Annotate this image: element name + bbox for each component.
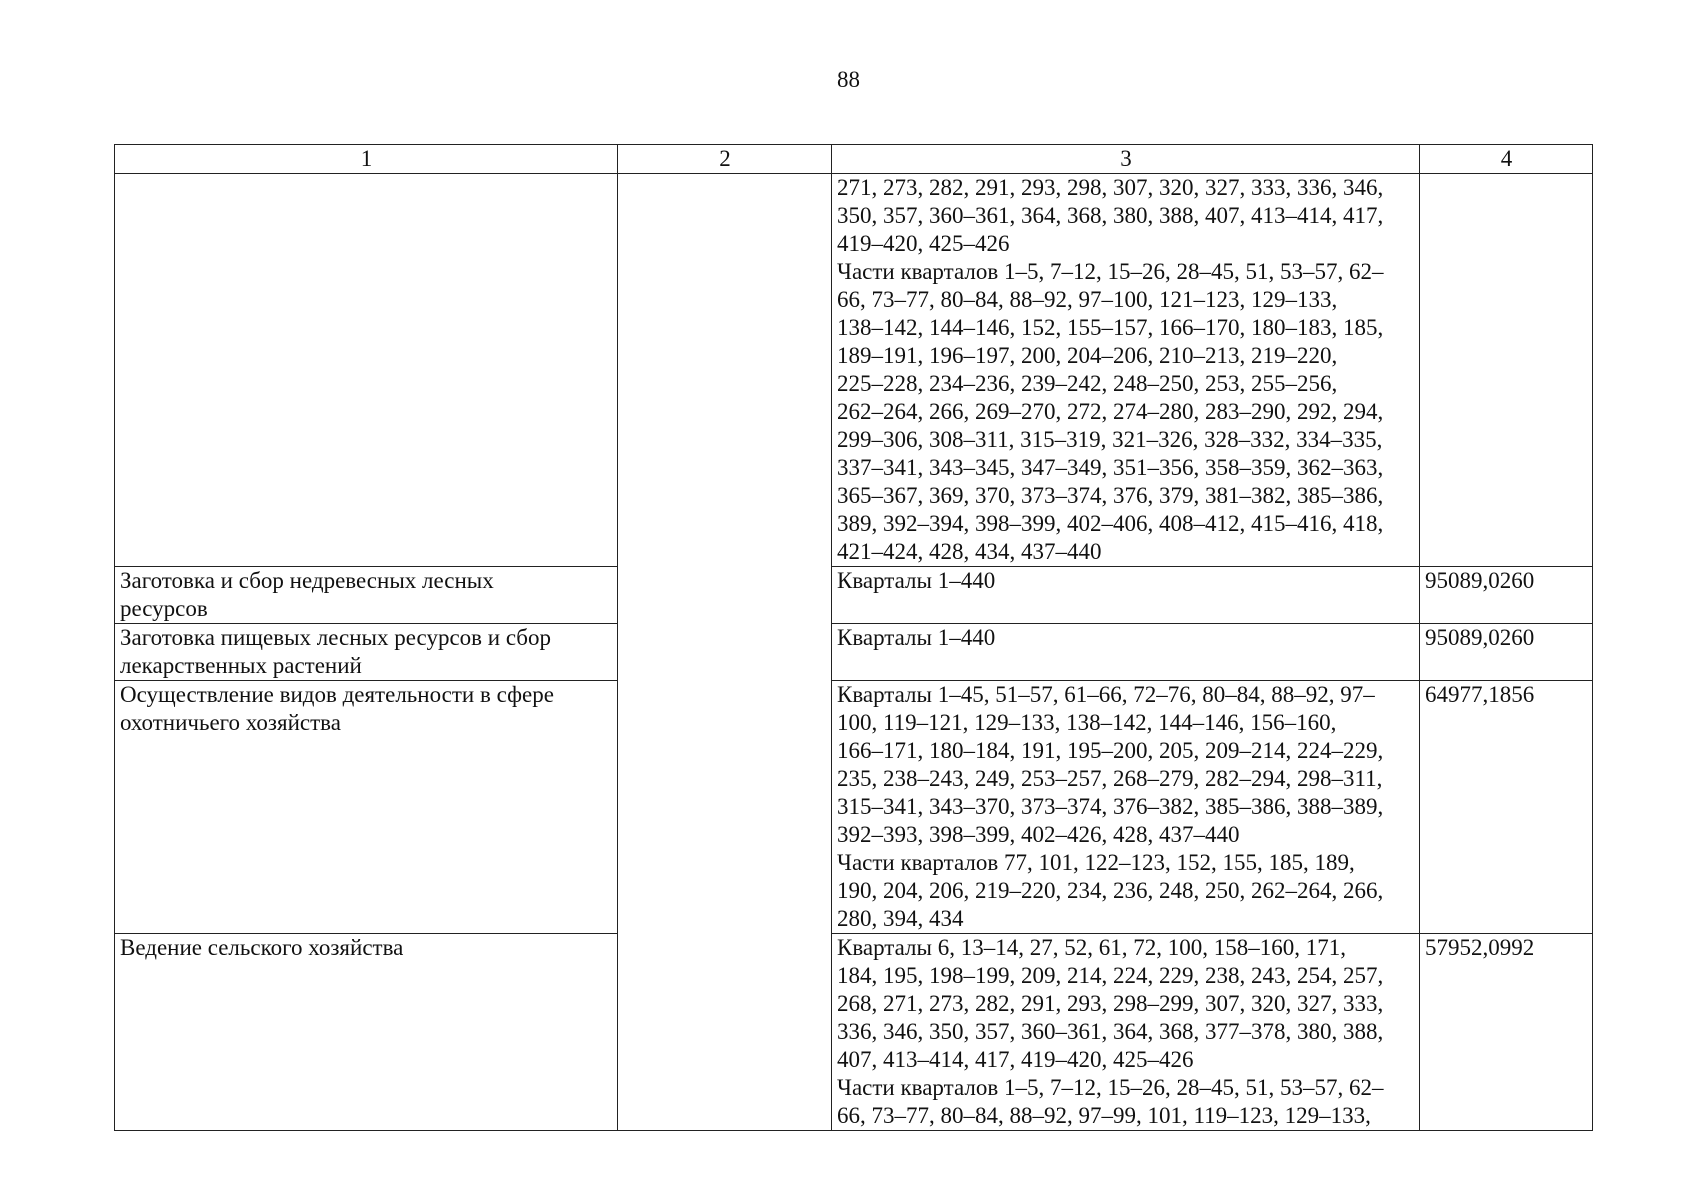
activity-line: Ведение сельского хозяйства bbox=[120, 935, 404, 960]
activity-line: лекарственных растений bbox=[120, 653, 362, 678]
activity-line: ресурсов bbox=[120, 596, 208, 621]
activity-cell bbox=[115, 174, 618, 567]
column-header-1: 1 bbox=[115, 145, 618, 174]
areas-cell bbox=[832, 567, 1420, 624]
activity-cell bbox=[115, 624, 618, 681]
column-2-merged-cell bbox=[618, 174, 832, 1131]
areas-line: Кварталы 1–440 bbox=[837, 568, 996, 593]
areas-line: 392–393, 398–399, 402–426, 428, 437–440 bbox=[837, 822, 1240, 847]
activity-line: охотничьего хозяйства bbox=[120, 710, 341, 735]
areas-line: 268, 271, 273, 282, 291, 293, 298–299, 307, 320, 327, 333, bbox=[837, 991, 1384, 1016]
data-table bbox=[114, 144, 1593, 1131]
areas-line: 337–341, 343–345, 347–349, 351–356, 358–359, 362–363, bbox=[837, 455, 1384, 480]
areas-line: 407, 413–414, 417, 419–420, 425–426 bbox=[837, 1047, 1194, 1072]
value-cell bbox=[1420, 174, 1593, 567]
column-header-3: 3 bbox=[832, 145, 1420, 174]
areas-line: Кварталы 1–45, 51–57, 61–66, 72–76, 80–84, 88–92, 97– bbox=[837, 682, 1375, 707]
areas-line: 299–306, 308–311, 315–319, 321–326, 328–332, 334–335, bbox=[837, 427, 1383, 452]
areas-line: 138–142, 144–146, 152, 155–157, 166–170, 180–183, 185, bbox=[837, 315, 1384, 340]
areas-line: Кварталы 6, 13–14, 27, 52, 61, 72, 100, 158–160, 171, bbox=[837, 935, 1346, 960]
areas-line: 100, 119–121, 129–133, 138–142, 144–146, 156–160, bbox=[837, 710, 1337, 735]
areas-line: 189–191, 196–197, 200, 204–206, 210–213, 219–220, bbox=[837, 343, 1338, 368]
areas-line: 225–228, 234–236, 239–242, 248–250, 253, 255–256, bbox=[837, 371, 1338, 396]
areas-line: 190, 204, 206, 219–220, 234, 236, 248, 250, 262–264, 266, bbox=[837, 878, 1384, 903]
areas-line: 365–367, 369, 370, 373–374, 376, 379, 381–382, 385–386, bbox=[837, 483, 1384, 508]
value-cell: 95089,0260 bbox=[1420, 624, 1593, 681]
activity-cell bbox=[115, 681, 618, 934]
areas-line: 350, 357, 360–361, 364, 368, 380, 388, 407, 413–414, 417, bbox=[837, 203, 1384, 228]
table-row bbox=[115, 934, 1593, 1131]
areas-line: Части кварталов 77, 101, 122–123, 152, 155, 185, 189, bbox=[837, 850, 1355, 875]
areas-line: 280, 394, 434 bbox=[837, 906, 964, 931]
areas-line: 419–420, 425–426 bbox=[837, 231, 1010, 256]
table-row bbox=[115, 567, 1593, 624]
activity-cell bbox=[115, 934, 618, 1131]
areas-line: 421–424, 428, 434, 437–440 bbox=[837, 539, 1102, 564]
activity-line: Заготовка пищевых лесных ресурсов и сбор bbox=[120, 625, 552, 650]
areas-line: 235, 238–243, 249, 253–257, 268–279, 282–294, 298–311, bbox=[837, 766, 1383, 791]
areas-cell bbox=[832, 174, 1420, 567]
areas-line: 66, 73–77, 80–84, 88–92, 97–100, 121–123, 129–133, bbox=[837, 287, 1338, 312]
table-row bbox=[115, 174, 1593, 567]
value-cell: 95089,0260 bbox=[1420, 567, 1593, 624]
areas-line: 262–264, 266, 269–270, 272, 274–280, 283–290, 292, 294, bbox=[837, 399, 1384, 424]
areas-line: 389, 392–394, 398–399, 402–406, 408–412, 415–416, 418, bbox=[837, 511, 1384, 536]
areas-line: 66, 73–77, 80–84, 88–92, 97–99, 101, 119–123, 129–133, bbox=[837, 1103, 1371, 1128]
areas-line: 271, 273, 282, 291, 293, 298, 307, 320, 327, 333, 336, 346, bbox=[837, 175, 1384, 200]
areas-cell bbox=[832, 934, 1420, 1131]
areas-cell bbox=[832, 624, 1420, 681]
table-row bbox=[115, 624, 1593, 681]
table-header-row bbox=[115, 145, 1593, 174]
areas-line: Части кварталов 1–5, 7–12, 15–26, 28–45, 51, 53–57, 62– bbox=[837, 259, 1384, 284]
page-number: 88 bbox=[837, 67, 860, 92]
activity-cell bbox=[115, 567, 618, 624]
areas-line: 336, 346, 350, 357, 360–361, 364, 368, 377–378, 380, 388, bbox=[837, 1019, 1384, 1044]
areas-line: 184, 195, 198–199, 209, 214, 224, 229, 238, 243, 254, 257, bbox=[837, 963, 1384, 988]
table-row bbox=[115, 681, 1593, 934]
column-header-4: 4 bbox=[1420, 145, 1593, 174]
activity-line: Осуществление видов деятельности в сфере bbox=[120, 682, 554, 707]
areas-line: Части кварталов 1–5, 7–12, 15–26, 28–45, 51, 53–57, 62– bbox=[837, 1075, 1384, 1100]
areas-cell bbox=[832, 681, 1420, 934]
areas-line: 315–341, 343–370, 373–374, 376–382, 385–386, 388–389, bbox=[837, 794, 1384, 819]
activity-line: Заготовка и сбор недревесных лесных bbox=[120, 568, 494, 593]
areas-line: Кварталы 1–440 bbox=[837, 625, 996, 650]
column-header-2: 2 bbox=[618, 145, 832, 174]
value-cell: 57952,0992 bbox=[1420, 934, 1593, 1131]
value-cell: 64977,1856 bbox=[1420, 681, 1593, 934]
areas-line: 166–171, 180–184, 191, 195–200, 205, 209–214, 224–229, bbox=[837, 738, 1384, 763]
